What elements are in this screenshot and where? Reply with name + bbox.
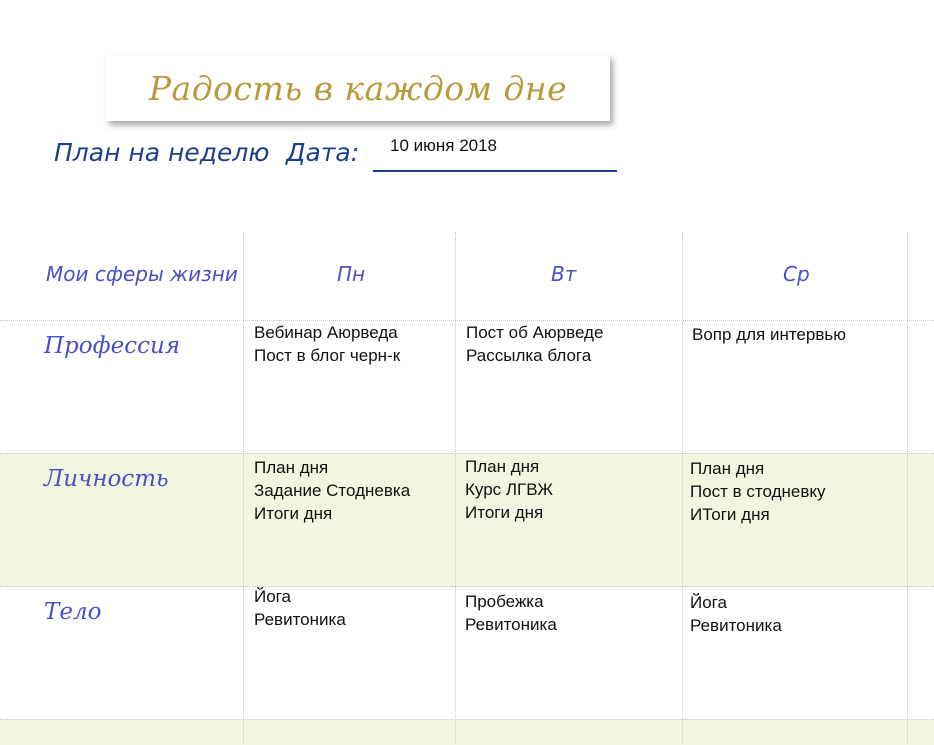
task-item: Курс ЛГВЖ [465, 480, 553, 499]
task-item: План дня [465, 457, 540, 476]
task-item: План дня [690, 459, 765, 478]
date-value[interactable]: 10 июня 2018 [390, 136, 498, 155]
task-item: Итоги дня [465, 503, 544, 522]
cell-personality-mon[interactable] [254, 456, 410, 525]
date-underline [373, 170, 617, 172]
title-card [106, 55, 610, 121]
task-item: Пост в стодневку [690, 482, 826, 501]
column-divider [243, 232, 244, 744]
task-item: Задание Стодневка [254, 481, 411, 500]
table-row [0, 719, 934, 745]
cell-personality-tue[interactable] [465, 455, 553, 524]
plan-label: План на неделю [54, 138, 270, 167]
task-item: Ревитоника [254, 610, 346, 629]
column-divider [907, 232, 908, 744]
page-title: Радость в каждом дне [148, 68, 568, 108]
task-item: План дня [254, 458, 329, 477]
cell-body-wed[interactable] [690, 591, 782, 637]
date-label: Дата: [286, 138, 360, 167]
cell-personality-wed[interactable] [690, 457, 826, 526]
task-item: Вебинар Аюрведа [254, 323, 398, 342]
cell-profession-wed[interactable] [692, 323, 846, 346]
sphere-label-personality: Личность [44, 466, 169, 492]
sphere-label-profession: Профессия [44, 333, 181, 359]
task-item: Итоги дня [254, 504, 333, 523]
task-item: Рассылка блога [466, 346, 592, 365]
task-item: Ревитоника [690, 616, 782, 635]
table-row [0, 586, 934, 720]
column-divider [455, 232, 456, 744]
weekly-plan-table [0, 232, 934, 744]
task-item: Ревитоника [465, 615, 557, 634]
table-row [0, 453, 934, 587]
task-item: Пост об Аюрведе [466, 323, 604, 342]
table-row [0, 320, 934, 454]
day-header-mon: Пн [337, 262, 366, 286]
cell-profession-tue[interactable] [466, 321, 603, 367]
day-header-tue: Вт [551, 262, 577, 286]
spheres-header: Мои сферы жизни [46, 262, 238, 286]
task-item: Пост в блог черн-к [254, 346, 401, 365]
task-item: Пробежка [465, 592, 544, 611]
task-item: Йога [254, 587, 291, 606]
cell-profession-mon[interactable] [254, 321, 400, 367]
task-item: Вопр для интервью [692, 325, 846, 344]
column-divider [682, 232, 683, 744]
task-item: ИТоги дня [690, 505, 770, 524]
cell-body-tue[interactable] [465, 590, 557, 636]
sphere-label-body: Тело [44, 599, 102, 625]
cell-body-mon[interactable] [254, 585, 346, 631]
day-header-wed: Ср [783, 262, 810, 286]
task-item: Йога [690, 593, 727, 612]
table-header-row [0, 232, 934, 320]
